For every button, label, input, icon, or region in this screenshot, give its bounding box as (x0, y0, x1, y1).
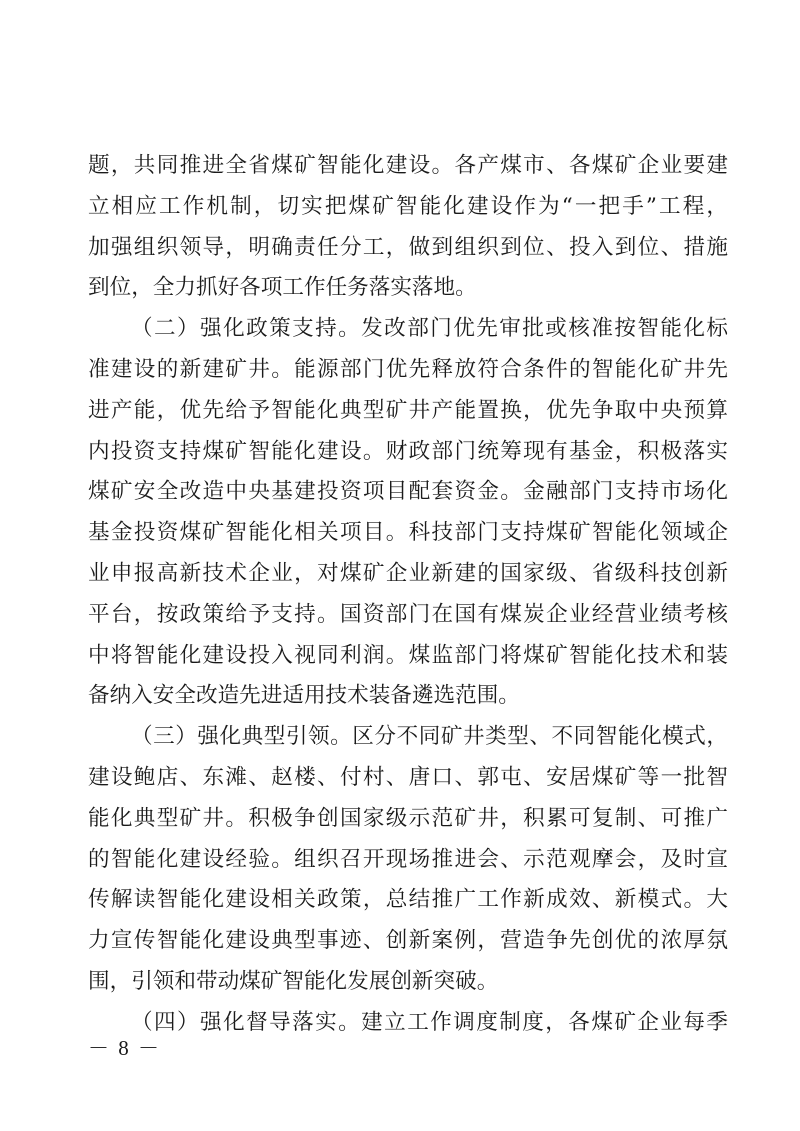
text-line: 准建设的新建矿井。能源部门优先释放符合条件的智能化矿井先 (88, 356, 728, 382)
text-line: 立相应工作机制，切实把煤矿智能化建设作为“一把手”工程， (88, 193, 728, 219)
text-line: 传解读智能化建设相关政策，总结推广工作新成效、新模式。大 (88, 887, 728, 913)
paragraph-3 (88, 717, 728, 758)
paragraph-2 (88, 309, 728, 350)
page-number: － 8 － (88, 1036, 161, 1060)
text-line: （三）强化典型引领。区分不同矿井类型、不同智能化模式， (131, 724, 728, 750)
text-line: 基金投资煤矿智能化相关项目。科技部门支持煤矿智能化领域企 (88, 520, 728, 546)
text-line: 到位，全力抓好各项工作任务落实落地。 (88, 275, 477, 301)
text-line: 围，引领和带动煤矿智能化发展创新突破。 (88, 968, 499, 994)
text-line: 内投资支持煤矿智能化建设。财政部门统筹现有基金，积极落实 (88, 438, 728, 464)
paragraph-4 (88, 1003, 728, 1044)
text-line: 能化典型矿井。积极争创国家级示范矿井，积累可复制、可推广 (88, 805, 728, 831)
text-line: 力宣传智能化建设典型事迹、创新案例，营造争先创优的浓厚氛 (88, 928, 728, 954)
text-line: 加强组织领导，明确责任分工，做到组织到位、投入到位、措施 (88, 234, 728, 260)
text-line: （二）强化政策支持。发改部门优先审批或核准按智能化标 (131, 316, 728, 342)
text-line: 的智能化建设经验。组织召开现场推进会、示范观摩会，及时宣 (88, 846, 728, 872)
text-line: 平台，按政策给予支持。国资部门在国有煤炭企业经营业绩考核 (88, 601, 728, 627)
text-line: 建设鲍店、东滩、赵楼、付村、唐口、郭屯、安居煤矿等一批智 (88, 764, 728, 790)
paragraph-2-cont (88, 350, 728, 717)
text-line: 煤矿安全改造中央基建投资项目配套资金。金融部门支持市场化 (88, 479, 728, 505)
text-line: （四）强化督导落实。建立工作调度制度，各煤矿企业每季 (131, 1009, 728, 1035)
text-line: 进产能，优先给予智能化典型矿井产能置换，优先争取中央预算 (88, 397, 728, 423)
body-text (88, 146, 728, 1044)
text-line: 题，共同推进全省煤矿智能化建设。各产煤市、各煤矿企业要建 (88, 153, 728, 178)
paragraph-1 (88, 146, 728, 309)
paragraph-3-cont (88, 758, 728, 1003)
text-line: 备纳入安全改造先进适用技术装备遴选范围。 (88, 683, 520, 709)
text-line: 业申报高新技术企业，对煤矿企业新建的国家级、省级科技创新 (88, 560, 728, 586)
text-line: 中将智能化建设投入视同利润。煤监部门将煤矿智能化技术和装 (88, 642, 728, 668)
